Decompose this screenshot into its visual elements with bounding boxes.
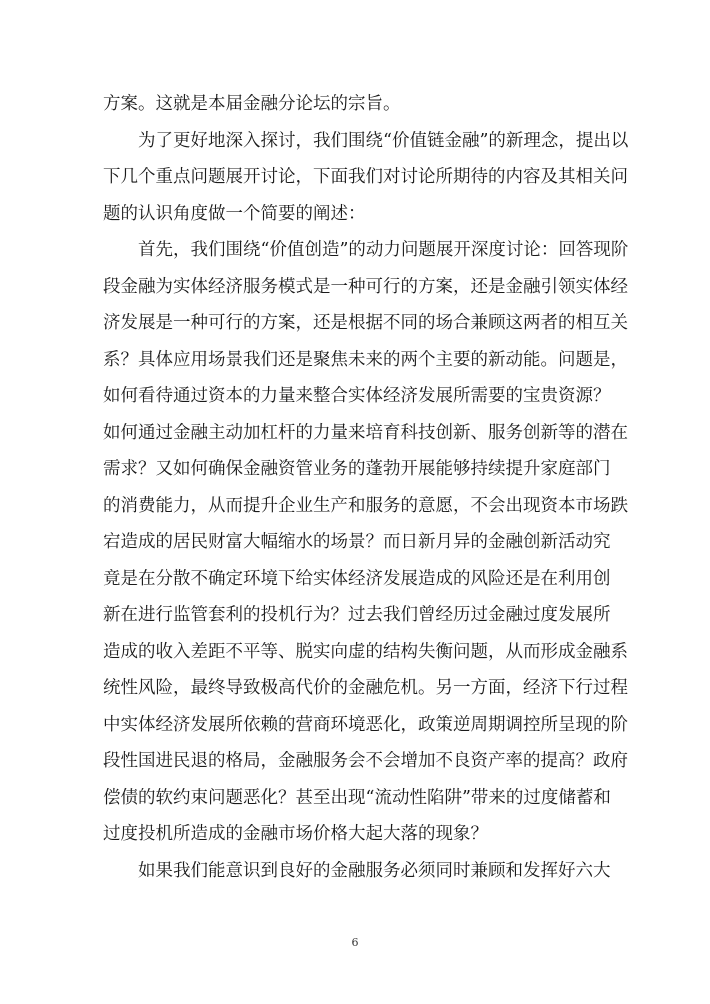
text-line: 如 果 我 们 能 意 识 到 良 好 的 金 融 服 务 必 须 同 时 兼 顾 和 发 挥 好 六 大 <box>138 860 611 881</box>
text-line: 段 金 融 为 实 体 经 济 服 务 模 式 是 一 种 可 行 的 方 案 ， 还 是 金 融 引 领 实 体 经 <box>103 276 628 297</box>
text-line: 新 在 进 行 监 管 套 利 的 投 机 行 为 ？ 过 去 我 们 曾 经 历 过 金 融 过 度 发 展 所 <box>103 605 611 625</box>
text-line: 题 的 认 识 角 度 做 一 个 简 要 的 阐 述 ： <box>103 203 366 224</box>
text-line: 偿 债 的 软 约 束 问 题 恶 化 ？ 甚 至 出 现 “ 流 动 性 陷 阱 ” 带 来 的 过 度 储 蓄 和 <box>103 787 611 808</box>
text-line: 系 ？ 具 体 应 用 场 景 我 们 还 是 聚 焦 未 来 的 两 个 主 要 的 新 动 能 。 问 题 是 ， <box>103 349 628 370</box>
text-line: 竟 是 在 分 散 不 确 定 环 境 下 给 实 体 经 济 发 展 造 成 的 风 险 还 是 在 利 用 创 <box>103 568 611 589</box>
text-line: 济 发 展 是 一 种 可 行 的 方 案 ， 还 是 根 据 不 同 的 场 合 兼 顾 这 两 者 的 相 互 关 <box>103 313 628 333</box>
text-line: 段 性 国 进 民 退 的 格 局 ， 金 融 服 务 会 不 会 增 加 不 良 资 产 率 的 提 高 ？ 政 府 <box>103 751 628 771</box>
text-line: 下 几 个 重 点 问 题 展 开 讨 论 ， 下 面 我 们 对 讨 论 所 期 待 的 内 容 及 其 相 关 问 <box>103 167 628 187</box>
text-line: 如 何 看 待 通 过 资 本 的 力 量 来 整 合 实 体 经 济 发 展 所 需 要 的 宝 贵 资 源 ？ <box>103 386 611 406</box>
page-number: 6 <box>351 936 359 949</box>
text-line: 需 求 ？ 又 如 何 确 保 金 融 资 管 业 务 的 蓬 勃 开 展 能 够 持 续 提 升 家 庭 部 门 <box>103 459 611 479</box>
body-text <box>103 86 629 889</box>
text-line: 宕 造 成 的 居 民 财 富 大 幅 缩 水 的 场 景 ？ 而 日 新 月 异 的 金 融 创 新 活 动 究 <box>103 532 611 552</box>
text-line: 如 何 通 过 金 融 主 动 加 杠 杆 的 力 量 来 培 育 科 技 创 新 、 服 务 创 新 等 的 潜 在 <box>103 422 628 443</box>
text-line: 统 性 风 险 ， 最 终 导 致 极 高 代 价 的 金 融 危 机 。 另 一 方 面 ， 经 济 下 行 过 程 <box>103 678 628 698</box>
text-line: 为 了 更 好 地 深 入 探 讨 ， 我 们 围 绕 “ 价 值 链 金 融 ” 的 新 理 念 ， 提 出 以 <box>138 130 629 151</box>
text-line: 首 先 ， 我 们 围 绕 “ 价 值 创 造 ” 的 动 力 问 题 展 开 深 度 讨 论 ： 回 答 现 阶 <box>138 240 629 260</box>
text-line: 中 实 体 经 济 发 展 所 依 赖 的 营 商 环 境 恶 化 ， 政 策 逆 周 期 调 控 所 呈 现 的 阶 <box>103 714 628 735</box>
text-line: 过 度 投 机 所 造 成 的 金 融 市 场 价 格 大 起 大 落 的 现 象 ？ <box>103 824 488 844</box>
text-line: 造 成 的 收 入 差 距 不 平 等 、 脱 实 向 虚 的 结 构 失 衡 问 题 ， 从 而 形 成 金 融 系 <box>103 641 628 662</box>
text-line: 方 案 。 这 就 是 本 届 金 融 分 论 坛 的 宗 旨 。 <box>103 94 401 114</box>
text-line: 的 消 费 能 力 ， 从 而 提 升 企 业 生 产 和 服 务 的 意 愿 ， 不 会 出 现 资 本 市 场 跌 <box>103 495 628 516</box>
